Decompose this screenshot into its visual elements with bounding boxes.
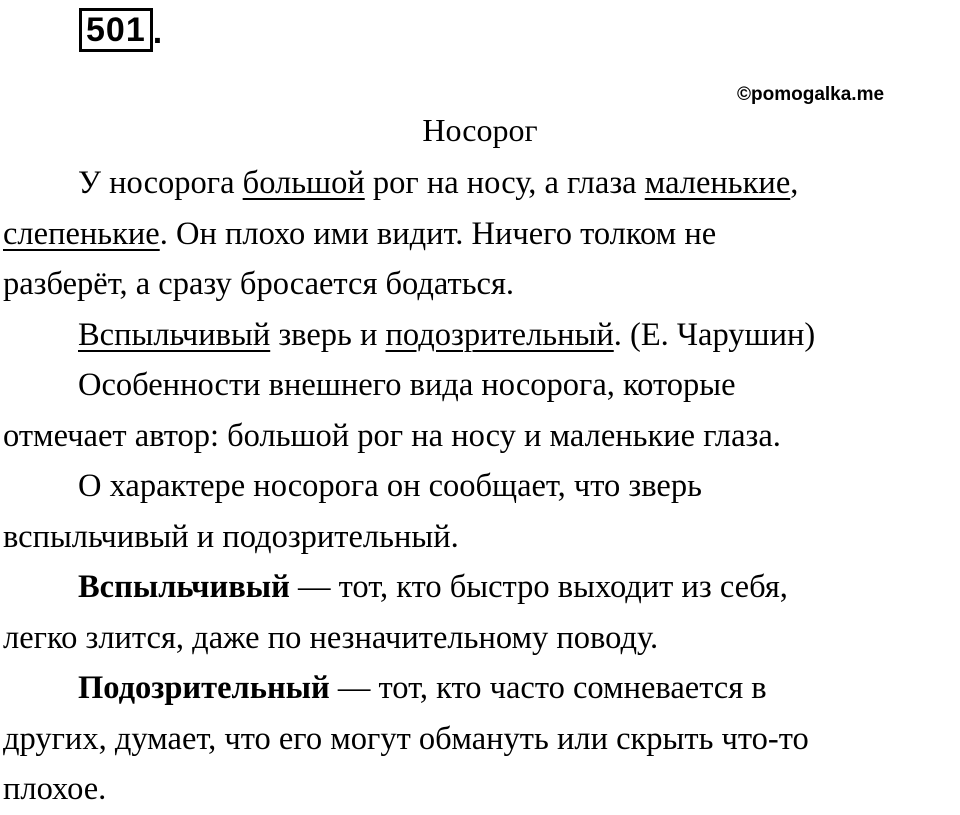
text-line-11	[3, 663, 955, 714]
text-line-5: Особенности внешнего вида носорога, которые	[78, 367, 736, 403]
underlined-word-slepenkie: слепенькие	[3, 215, 160, 252]
text-line-6: отмечает автор: большой рог на носу и маленькие глаза.	[3, 417, 781, 454]
line1-part-a: У носорога	[78, 165, 243, 201]
text-line-8: вспыльчивый и подозрительный.	[3, 518, 459, 555]
underlined-word-vspylchivy: Вспыльчивый	[78, 316, 271, 353]
exercise-number-box: 501	[79, 8, 153, 52]
story-title: Носорог	[422, 112, 538, 148]
underlined-word-bolshoy: большой	[242, 165, 365, 201]
text-line-2	[3, 209, 955, 260]
text-line-4	[3, 310, 955, 361]
text-line-9	[3, 562, 955, 613]
text-line-12: других, думает, что его могут обмануть или скрыть что-то	[3, 720, 809, 757]
line9-part-a: — тот, кто быстро выходит из себя,	[289, 569, 788, 605]
line2-part-a: . Он плохо ими видит. Ничего толком не	[159, 215, 717, 252]
exercise-number-dot: .	[152, 13, 163, 51]
text-line-7: О характере носорога он сообщает, что зверь	[78, 468, 702, 504]
line4-part-b: . (Е. Чарушин)	[613, 316, 816, 353]
underlined-word-podozritelny: подозрительный	[385, 316, 614, 353]
text-line-13: плохое.	[3, 771, 107, 807]
bold-term-podozritelny: Подозрительный	[78, 670, 330, 706]
watermark: ©pomogalka.me	[737, 84, 885, 105]
body-text	[3, 158, 955, 815]
underlined-word-malenkie: маленькие	[644, 165, 791, 201]
line1-part-c: ,	[790, 165, 799, 201]
line11-part-a: — тот, кто часто сомневается в	[329, 670, 767, 706]
exercise-number	[79, 8, 162, 52]
text-line-10: легко злится, даже по незначительному поводу.	[3, 619, 659, 656]
text-line-3: разберёт, а сразу бросается бодаться.	[3, 266, 515, 302]
line1-part-b: рог на носу, а глаза	[364, 165, 645, 201]
text-line-1	[3, 158, 955, 209]
bold-term-vspylchivy: Вспыльчивый	[78, 569, 290, 605]
line4-part-a: зверь и	[270, 316, 386, 353]
